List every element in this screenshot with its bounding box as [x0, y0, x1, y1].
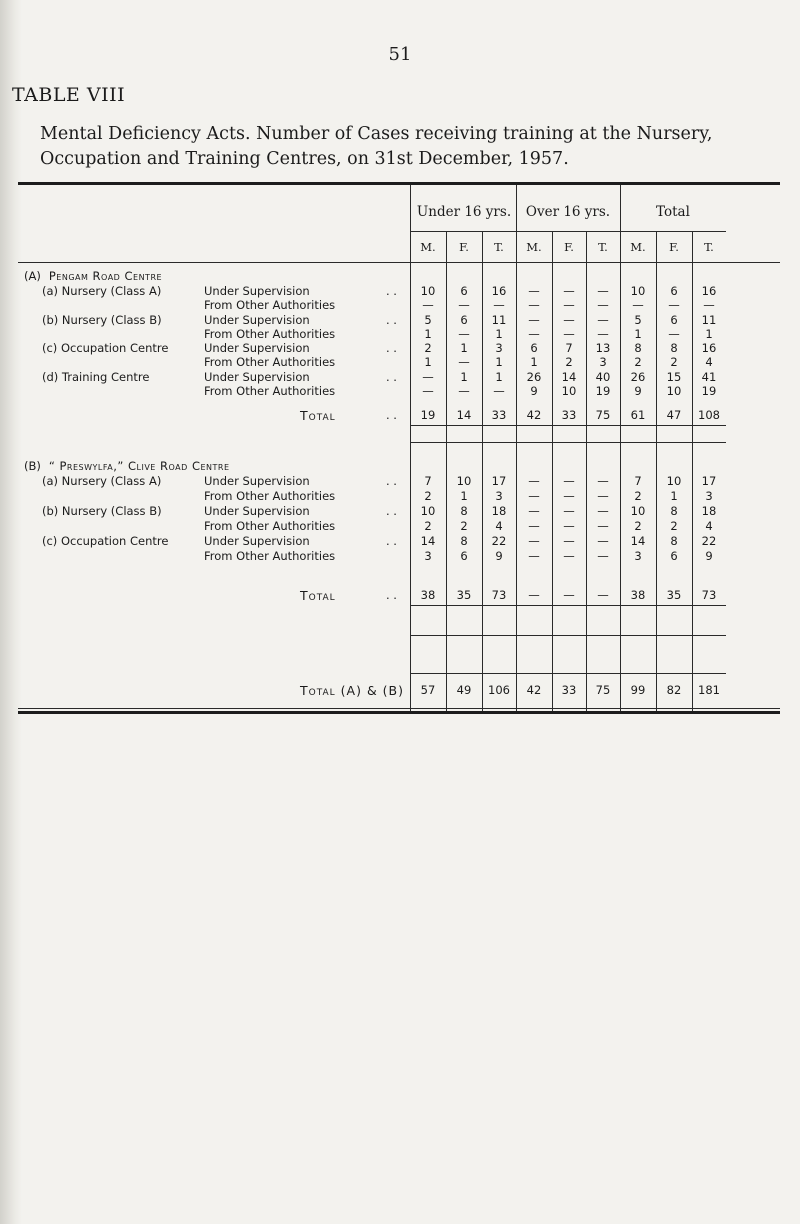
- table-cell: 6: [670, 284, 678, 298]
- section-b-total-top-rule: [410, 605, 726, 606]
- row-leader-dots: . .: [386, 534, 397, 548]
- table-row: [0, 327, 800, 341]
- table-cell: 13: [595, 341, 611, 355]
- table-row: [0, 298, 800, 312]
- row-category: (b) Nursery (Class B): [42, 504, 162, 518]
- table-cell: 16: [701, 284, 717, 298]
- table-cell: 2: [565, 355, 573, 369]
- table-cell: 1: [460, 341, 468, 355]
- table-cell: 10: [420, 504, 436, 518]
- section-title: “ Preswylfa,” Clive Road Centre: [48, 459, 230, 473]
- row-subcategory: From Other Authorities: [204, 519, 336, 533]
- table-cell: —: [668, 327, 680, 341]
- table-cell: 10: [630, 504, 646, 518]
- row-subcategory: Under Supervision: [204, 370, 310, 384]
- table-cell: 16: [491, 284, 507, 298]
- table-cell: 16: [701, 341, 717, 355]
- table-cell: 82: [666, 683, 682, 697]
- row-subcategory: Under Supervision: [204, 504, 310, 518]
- table-caption: Mental Deficiency Acts. Number of Cases receiving training at the Nursery, Occupation and Training Centres, on 31st December, 1957.: [40, 124, 713, 169]
- total-label: Total: [300, 408, 336, 423]
- subheader-total-m: M.: [630, 240, 646, 254]
- table-cell: 8: [634, 341, 642, 355]
- subheader-total-f: F.: [669, 240, 679, 254]
- table-cell: 19: [420, 408, 436, 422]
- table-cell: —: [563, 298, 575, 312]
- section-prefix: (A): [24, 269, 41, 283]
- table-cell: —: [528, 284, 540, 298]
- table-cell: 1: [495, 370, 503, 384]
- row-subcategory: Under Supervision: [204, 284, 310, 298]
- table-cell: 11: [491, 313, 507, 327]
- table-cell: 10: [666, 384, 682, 398]
- section-a-total-top-rule: [410, 425, 726, 426]
- row-subcategory: From Other Authorities: [204, 384, 336, 398]
- total-leader-dots: . .: [386, 408, 397, 422]
- table-cell: —: [597, 489, 609, 503]
- table-cell: 4: [705, 519, 713, 533]
- row-leader-dots: . .: [386, 284, 397, 298]
- table-cell: 106: [488, 683, 510, 697]
- table-cell: 42: [526, 683, 542, 697]
- table-cell: 4: [705, 355, 713, 369]
- subheader-total-t: T.: [704, 240, 714, 254]
- col-line-over16: [620, 185, 621, 711]
- table-cell: 6: [670, 313, 678, 327]
- table-cell: —: [528, 504, 540, 518]
- row-leader-dots: . .: [386, 313, 397, 327]
- table-cell: 3: [705, 489, 713, 503]
- section-a-total-bottom-rule: [410, 442, 726, 443]
- table-cell: 7: [424, 474, 432, 488]
- table-cell: 10: [420, 284, 436, 298]
- header-bottom-rule: [18, 262, 780, 263]
- table-cell: 6: [460, 549, 468, 563]
- table-cell: 8: [460, 534, 468, 548]
- table-cell: 181: [698, 683, 720, 697]
- table-cell: —: [703, 298, 715, 312]
- table-bottom-rule-thin: [18, 708, 780, 709]
- table-row: [0, 313, 800, 327]
- table-cell: 35: [456, 588, 472, 602]
- table-cell: 22: [701, 534, 717, 548]
- table-cell: 1: [495, 327, 503, 341]
- table-cell: 33: [561, 408, 577, 422]
- table-cell: —: [563, 534, 575, 548]
- row-subcategory: From Other Authorities: [204, 327, 336, 341]
- table-cell: 47: [666, 408, 682, 422]
- table-cell: 14: [456, 408, 472, 422]
- subheader-over16-t: T.: [598, 240, 608, 254]
- table-cell: —: [528, 489, 540, 503]
- table-cell: 2: [424, 489, 432, 503]
- col-line-stub: [410, 185, 411, 711]
- table-cell: —: [528, 298, 540, 312]
- table-cell: 75: [595, 408, 611, 422]
- table-cell: —: [528, 313, 540, 327]
- table-cell: 10: [561, 384, 577, 398]
- row-subcategory: From Other Authorities: [204, 549, 336, 563]
- table-cell: —: [563, 549, 575, 563]
- table-cell: 57: [420, 683, 436, 697]
- table-cell: 9: [634, 384, 642, 398]
- table-cell: 2: [460, 519, 468, 533]
- row-subcategory: From Other Authorities: [204, 355, 336, 369]
- row-category: (b) Nursery (Class B): [42, 313, 162, 327]
- table-cell: —: [493, 384, 505, 398]
- table-row: [0, 489, 800, 503]
- table-cell: 35: [666, 588, 682, 602]
- grand-total-top-rule: [410, 673, 726, 674]
- table-cell: —: [458, 327, 470, 341]
- table-cell: 3: [424, 549, 432, 563]
- row-leader-dots: . .: [386, 370, 397, 384]
- table-cell: —: [563, 327, 575, 341]
- table-cell: —: [422, 370, 434, 384]
- table-cell: 10: [666, 474, 682, 488]
- table-cell: 15: [666, 370, 682, 384]
- table-cell: —: [597, 588, 609, 602]
- table-row: [0, 341, 800, 355]
- table-cell: 6: [460, 313, 468, 327]
- table-cell: 10: [456, 474, 472, 488]
- table-cell: 33: [561, 683, 577, 697]
- table-cell: 2: [634, 489, 642, 503]
- table-row: [0, 355, 800, 369]
- table-cell: —: [597, 549, 609, 563]
- table-cell: 7: [634, 474, 642, 488]
- row-subcategory: From Other Authorities: [204, 298, 336, 312]
- table-cell: —: [458, 298, 470, 312]
- table-cell: —: [563, 588, 575, 602]
- table-cell: 26: [630, 370, 646, 384]
- total-leader-dots: . .: [386, 588, 397, 602]
- row-category: (a) Nursery (Class A): [42, 474, 162, 488]
- table-cell: —: [597, 519, 609, 533]
- table-cell: 6: [460, 284, 468, 298]
- subheader-over16-f: F.: [564, 240, 574, 254]
- table-cell: —: [668, 298, 680, 312]
- subheader-under16-t: T.: [494, 240, 504, 254]
- table-cell: 18: [701, 504, 717, 518]
- table-cell: 8: [460, 504, 468, 518]
- table-cell: 1: [634, 327, 642, 341]
- table-cell: 7: [565, 341, 573, 355]
- table-cell: —: [422, 384, 434, 398]
- table-cell: 1: [670, 489, 678, 503]
- table-cell: 75: [595, 683, 611, 697]
- table-cell: 73: [491, 588, 507, 602]
- table-cell: 3: [634, 549, 642, 563]
- table-cell: 22: [491, 534, 507, 548]
- table-cell: 2: [424, 519, 432, 533]
- table-cell: 9: [530, 384, 538, 398]
- table-cell: 1: [495, 355, 503, 369]
- table-cell: —: [597, 534, 609, 548]
- table-cell: 17: [701, 474, 717, 488]
- table-cell: 5: [634, 313, 642, 327]
- table-cell: 9: [705, 549, 713, 563]
- table-cell: 9: [495, 549, 503, 563]
- total-row: [0, 408, 800, 422]
- table-cell: —: [597, 313, 609, 327]
- table-cell: 11: [701, 313, 717, 327]
- table-cell: 38: [630, 588, 646, 602]
- table-top-rule: [18, 182, 780, 185]
- table-cell: 5: [424, 313, 432, 327]
- group-under-16: Under 16 yrs.: [416, 204, 512, 220]
- table-cell: —: [563, 284, 575, 298]
- table-cell: 8: [670, 534, 678, 548]
- table-cell: 19: [595, 384, 611, 398]
- table-cell: 6: [530, 341, 538, 355]
- table-cell: —: [528, 588, 540, 602]
- table-cell: —: [528, 474, 540, 488]
- table-row: [0, 504, 800, 518]
- table-cell: 14: [630, 534, 646, 548]
- col-line-under16: [516, 185, 517, 711]
- table-cell: —: [597, 504, 609, 518]
- table-cell: —: [422, 298, 434, 312]
- table-cell: 1: [424, 355, 432, 369]
- table-cell: 1: [530, 355, 538, 369]
- section-prefix: (B): [24, 459, 41, 473]
- table-cell: —: [563, 504, 575, 518]
- table-cell: 10: [630, 284, 646, 298]
- subheader-over16-m: M.: [526, 240, 542, 254]
- table-cell: —: [528, 327, 540, 341]
- table-cell: 14: [420, 534, 436, 548]
- row-category: (d) Training Centre: [42, 370, 150, 384]
- table-cell: 1: [460, 489, 468, 503]
- table-cell: 17: [491, 474, 507, 488]
- table-cell: 40: [595, 370, 611, 384]
- table-cell: 19: [701, 384, 717, 398]
- table-cell: 33: [491, 408, 507, 422]
- table-row: [0, 370, 800, 384]
- row-category: (c) Occupation Centre: [42, 534, 169, 548]
- row-leader-dots: . .: [386, 504, 397, 518]
- table-cell: 2: [670, 355, 678, 369]
- table-cell: 8: [670, 341, 678, 355]
- table-cell: 8: [670, 504, 678, 518]
- table-title: TABLE VIII: [12, 84, 126, 106]
- table-cell: —: [597, 327, 609, 341]
- table-cell: 73: [701, 588, 717, 602]
- table-cell: 38: [420, 588, 436, 602]
- grand-total-row: [0, 683, 800, 697]
- table-row: [0, 519, 800, 533]
- table-cell: 3: [599, 355, 607, 369]
- group-over-16: Over 16 yrs.: [525, 204, 611, 220]
- table-cell: —: [458, 355, 470, 369]
- row-leader-dots: . .: [386, 341, 397, 355]
- section-heading: [24, 269, 162, 283]
- table-cell: —: [563, 313, 575, 327]
- table-cell: —: [563, 489, 575, 503]
- table-cell: —: [458, 384, 470, 398]
- table-row: [0, 384, 800, 398]
- table-bottom-rule-thick: [18, 711, 780, 714]
- table-cell: —: [597, 298, 609, 312]
- row-subcategory: Under Supervision: [204, 313, 310, 327]
- row-leader-dots: . .: [386, 474, 397, 488]
- table-cell: —: [493, 298, 505, 312]
- section-heading: [24, 459, 230, 473]
- table-cell: 3: [495, 341, 503, 355]
- table-cell: 42: [526, 408, 542, 422]
- section-b-total-bottom-rule: [410, 635, 726, 636]
- group-total: Total: [656, 204, 690, 220]
- table-row: [0, 534, 800, 548]
- table-cell: —: [597, 474, 609, 488]
- table-cell: —: [528, 549, 540, 563]
- table-cell: 108: [698, 408, 720, 422]
- table-cell: 1: [705, 327, 713, 341]
- table-cell: 1: [424, 327, 432, 341]
- table-cell: 2: [670, 519, 678, 533]
- table-cell: —: [528, 519, 540, 533]
- table-cell: 4: [495, 519, 503, 533]
- table-cell: 3: [495, 489, 503, 503]
- header-sub-rule: [410, 231, 726, 232]
- table-cell: 2: [634, 355, 642, 369]
- table-cell: 41: [701, 370, 717, 384]
- row-category: (a) Nursery (Class A): [42, 284, 162, 298]
- table-cell: —: [563, 474, 575, 488]
- row-subcategory: Under Supervision: [204, 534, 310, 548]
- grand-total-label: Total (A) & (B): [300, 683, 404, 698]
- row-subcategory: Under Supervision: [204, 341, 310, 355]
- row-subcategory: From Other Authorities: [204, 489, 336, 503]
- table-cell: —: [528, 534, 540, 548]
- table-row: [0, 549, 800, 563]
- table-cell: —: [632, 298, 644, 312]
- table-cell: 99: [630, 683, 646, 697]
- table-row: [0, 284, 800, 298]
- table-cell: —: [597, 284, 609, 298]
- row-subcategory: Under Supervision: [204, 474, 310, 488]
- table-cell: 2: [634, 519, 642, 533]
- table-row: [0, 474, 800, 488]
- table-cell: 2: [424, 341, 432, 355]
- table-cell: 18: [491, 504, 507, 518]
- subheader-under16-f: F.: [459, 240, 469, 254]
- subheader-under16-m: M.: [420, 240, 436, 254]
- row-category: (c) Occupation Centre: [42, 341, 169, 355]
- page-number: 51: [388, 44, 412, 65]
- table-cell: 49: [456, 683, 472, 697]
- table-cell: 26: [526, 370, 542, 384]
- total-row: [0, 588, 800, 602]
- table-cell: 61: [630, 408, 646, 422]
- section-title: Pengam Road Centre: [48, 269, 163, 283]
- table-cell: 1: [460, 370, 468, 384]
- total-label: Total: [300, 588, 336, 603]
- table-cell: 14: [561, 370, 577, 384]
- table-cell: —: [563, 519, 575, 533]
- table-cell: 6: [670, 549, 678, 563]
